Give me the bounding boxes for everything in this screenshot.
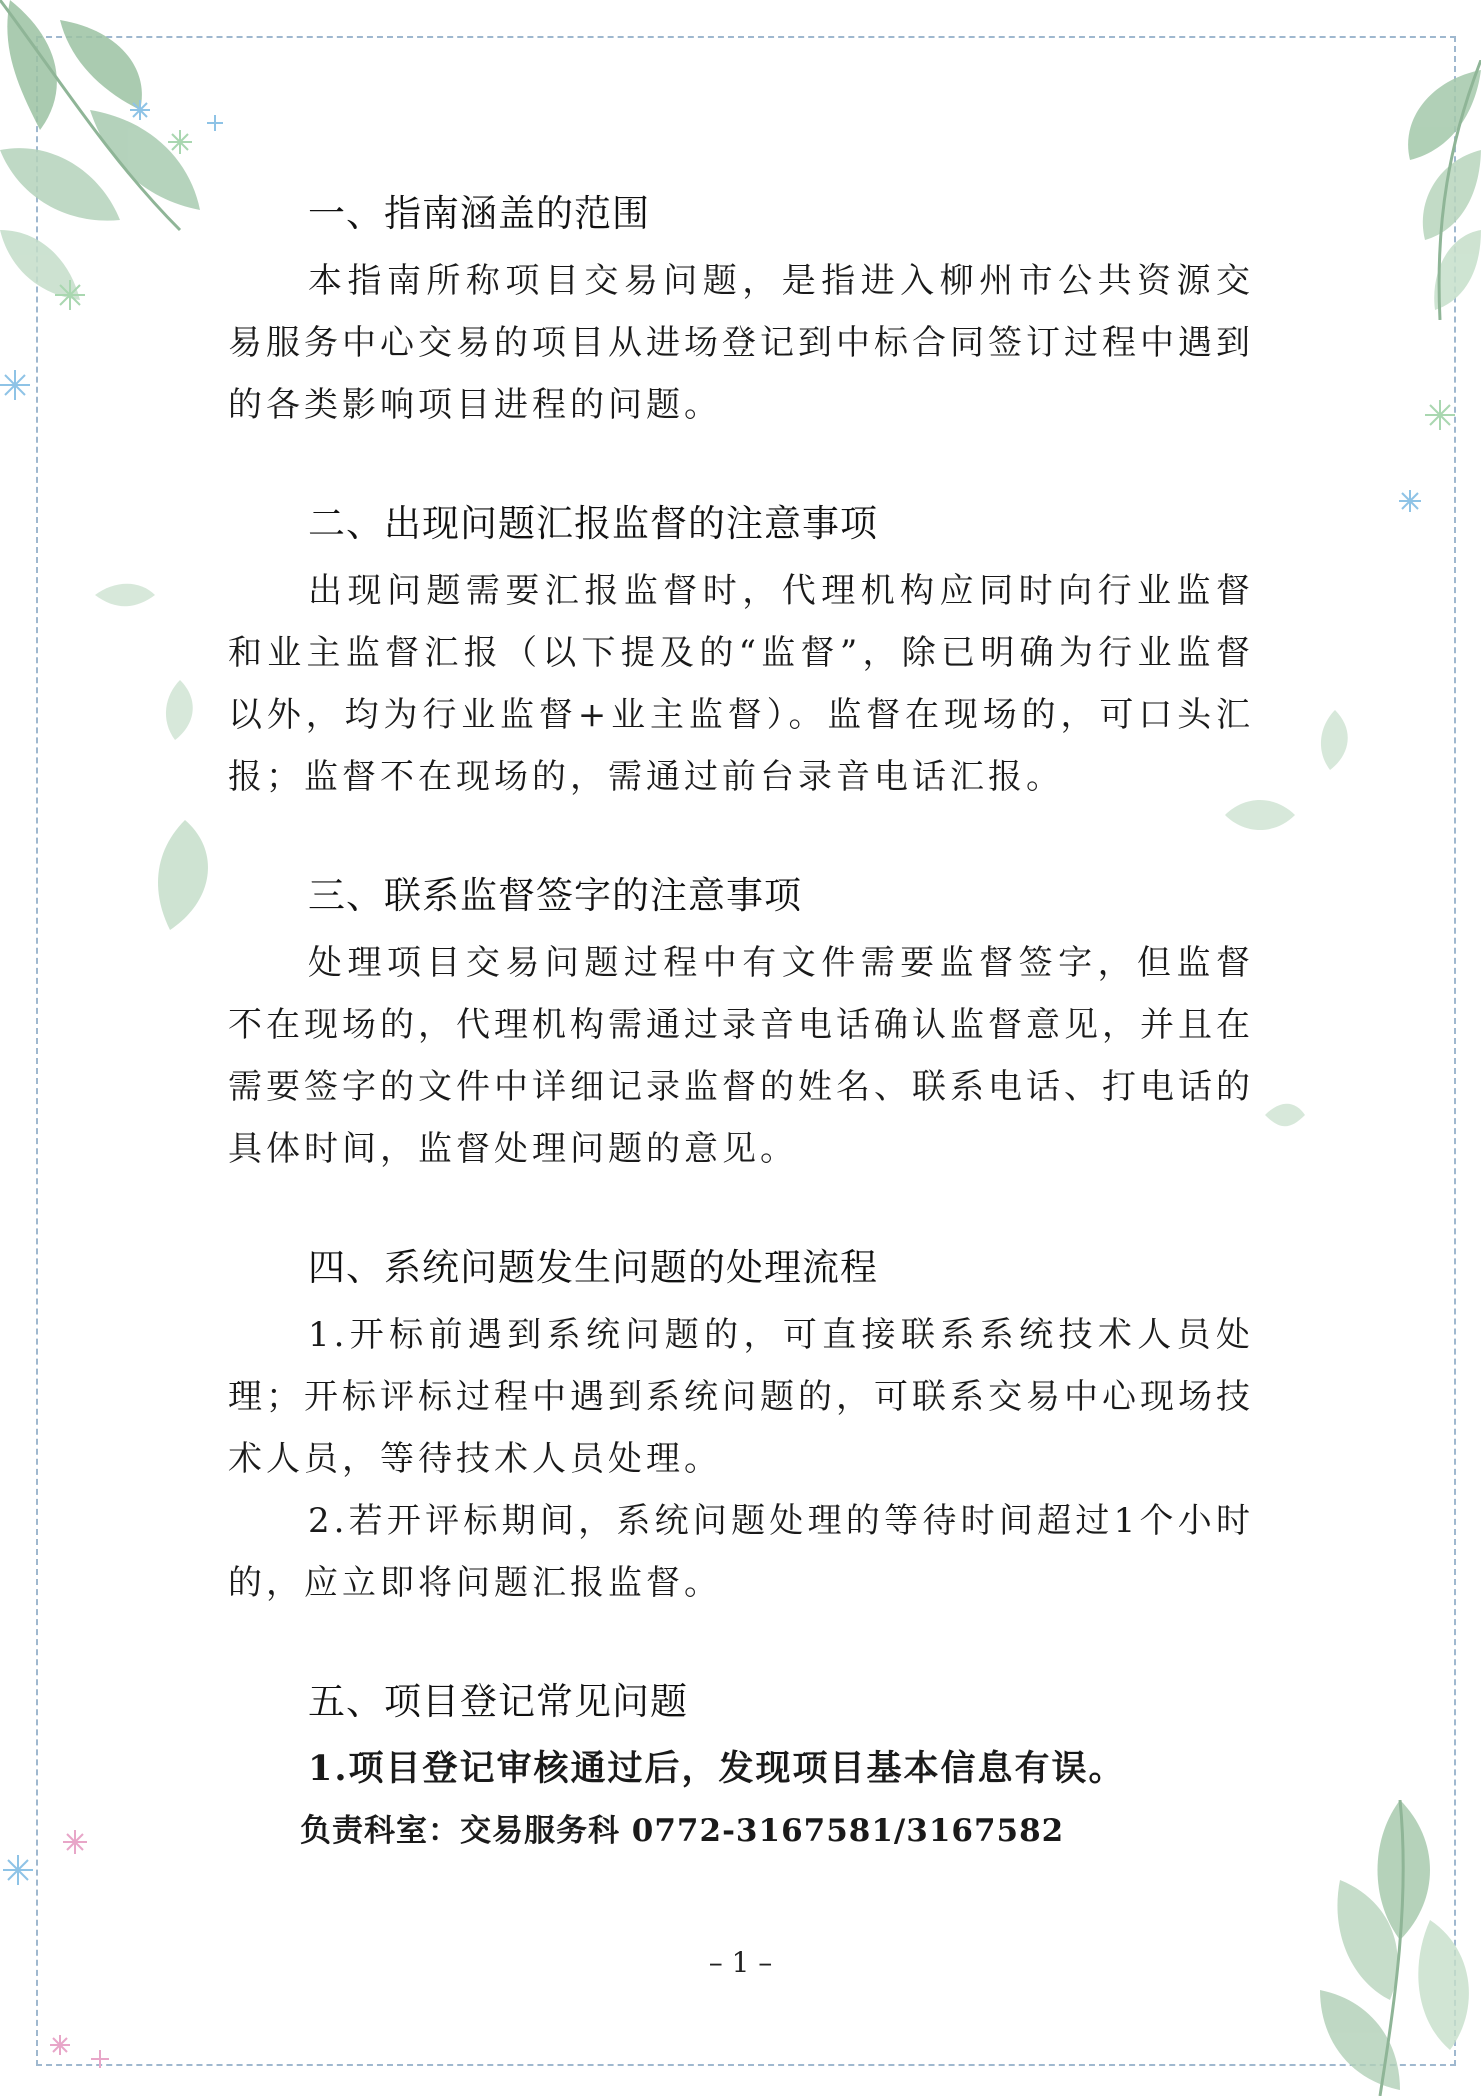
section-paragraph: 出现问题需要汇报监督时，代理机构应同时向行业监督和业主监督汇报（以下提及的“监督”，除已明确为行业监督以外，均为行业监督+业主监督）。监督在现场的，可口头汇报；监督不在现场的，需通过前台录音电话汇报。 xyxy=(228,571,1254,797)
section-scope xyxy=(228,188,1254,436)
faq-question: 1.项目登记审核通过后，发现项目基本信息有误。 xyxy=(308,1748,1126,1789)
section-paragraph: 1.开标前遇到系统问题的，可直接联系系统技术人员处理；开标评标过程中遇到系统问题的，可联系交易中心现场技术人员，等待技术人员处理。 xyxy=(228,1315,1254,1479)
section-system-issues xyxy=(228,1242,1254,1614)
section-heading: 二、出现问题汇报监督的注意事项 xyxy=(308,502,878,545)
section-reporting xyxy=(228,498,1254,808)
section-heading: 三、联系监督签字的注意事项 xyxy=(308,874,802,917)
section-heading: 五、项目登记常见问题 xyxy=(308,1680,688,1723)
section-registration xyxy=(228,1676,1254,1862)
page-number: – 1 – xyxy=(708,1946,773,1979)
section-paragraph: 本指南所称项目交易问题，是指进入柳州市公共资源交易服务中心交易的项目从进场登记到中标合同签订过程中遇到的各类影响项目进程的问题。 xyxy=(228,261,1254,425)
responsible-department: 负责科室：交易服务科 0772-3167581/3167582 xyxy=(300,1813,1065,1849)
section-heading: 一、指南涵盖的范围 xyxy=(308,192,650,235)
document-body xyxy=(228,188,1254,1924)
section-signature xyxy=(228,870,1254,1180)
section-paragraph: 2.若开评标期间，系统问题处理的等待时间超过1个小时的，应立即将问题汇报监督。 xyxy=(228,1501,1254,1603)
section-heading: 四、系统问题发生问题的处理流程 xyxy=(308,1246,878,1289)
section-paragraph: 处理项目交易问题过程中有文件需要监督签字，但监督不在现场的，代理机构需通过录音电话确认监督意见，并且在需要签字的文件中详细记录监督的姓名、联系电话、打电话的具体时间，监督处理问题的意见。 xyxy=(228,943,1254,1169)
